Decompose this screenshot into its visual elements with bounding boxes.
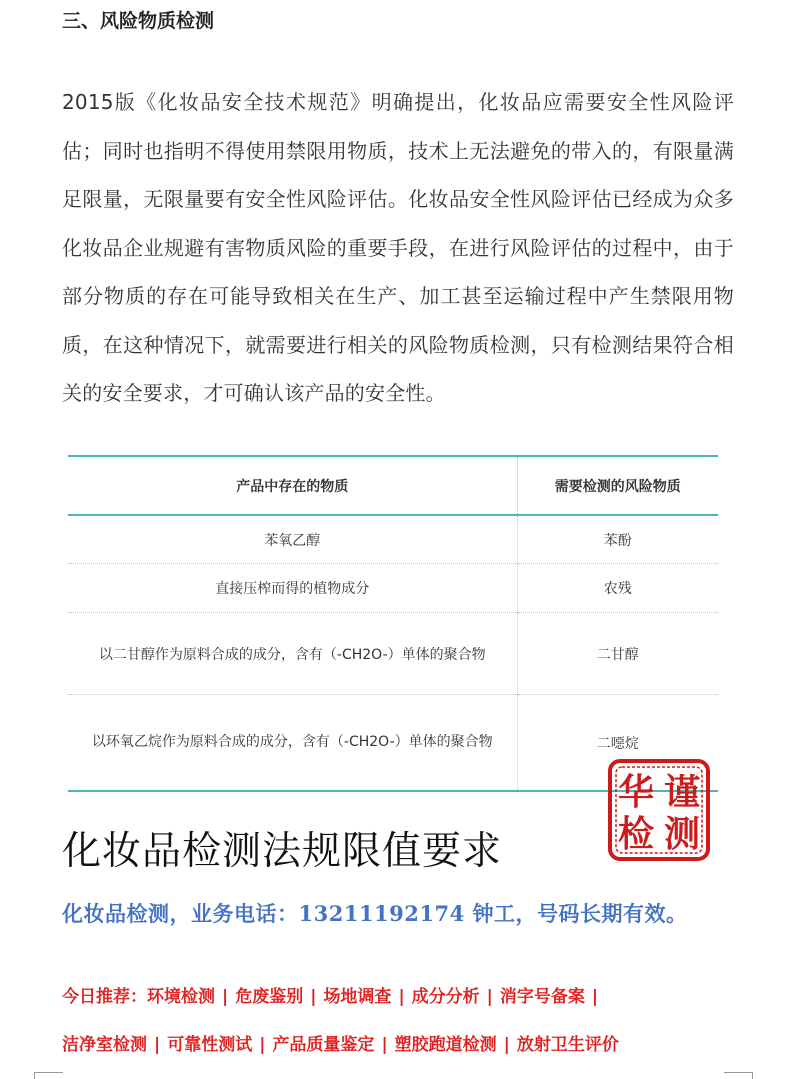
recommend-prefix: 今日推荐： — [62, 987, 147, 1007]
svg-text:华: 华 — [617, 771, 655, 813]
cell-substance: 以环氧乙烷作为原料合成的成分，含有（-CH2O-）单体的聚合物 — [68, 695, 517, 792]
link-radiation-hygiene[interactable]: 放射卫生评价 — [516, 1035, 619, 1055]
cell-risk: 二噁烷 — [517, 695, 718, 792]
link-hazardous-waste[interactable]: 危废鉴别 — [235, 987, 304, 1007]
link-plastic-track[interactable]: 塑胶跑道检测 — [394, 1035, 497, 1055]
table-row — [68, 564, 718, 613]
link-quality-appraisal[interactable]: 产品质量鉴定 — [272, 1035, 375, 1055]
table-row — [68, 613, 718, 695]
recommend-links — [62, 973, 762, 1069]
svg-text:检: 检 — [617, 813, 655, 855]
page-corner-mark-right — [724, 1072, 753, 1079]
company-seal-stamp — [607, 758, 711, 862]
cell-substance: 以二甘醇作为原料合成的成分，含有（-CH2O-）单体的聚合物 — [68, 613, 517, 695]
header-substance: 产品中存在的物质 — [68, 456, 517, 515]
svg-text:谨: 谨 — [663, 771, 701, 813]
svg-text:测: 测 — [663, 813, 701, 855]
link-environment[interactable]: 环境检测 — [147, 987, 215, 1007]
link-cleanroom[interactable]: 洁净室检测 — [62, 1035, 147, 1055]
cell-risk: 二甘醇 — [517, 613, 718, 695]
contact-phone-line: 化妆品检测，业务电话：13211192174 钟工，号码长期有效。 — [62, 901, 688, 926]
risk-substance-table — [68, 455, 718, 792]
link-reliability[interactable]: 可靠性测试 — [167, 1035, 253, 1055]
regulation-title: 化妆品检测法规限值要求 — [62, 829, 503, 874]
table-row — [68, 515, 718, 564]
link-site-survey[interactable]: 场地调查 — [323, 987, 392, 1007]
cell-risk: 农残 — [517, 564, 718, 613]
header-risk: 需要检测的风险物质 — [517, 456, 718, 515]
page-corner-mark-left — [34, 1072, 63, 1079]
table-header-row — [68, 456, 718, 515]
cell-risk: 苯酚 — [517, 515, 718, 564]
cell-substance: 苯氧乙醇 — [68, 515, 517, 564]
link-composition[interactable]: 成分分析 — [411, 987, 480, 1007]
section-heading: 三、风险物质检测 — [62, 10, 215, 32]
intro-paragraph: 2015版《化妆品安全技术规范》明确提出，化妆品应需要安全性风险评估；同时也指明不得使用禁限用物质，技术上无法避免的带入的，有限量满足限量，无限量要有安全性风险评估。化妆品安全性风险评估已经成为众多化妆品企业规避有害物质风险的重要手段，在进行风险评估的过程中，由于部分物质的存在可能导致相关在生产、加工甚至运输过程中产生禁限用物质，在这种情况下，就需要进行相关的风险物质检测，只有检测结果符合相关的安全要求，才可确认该产品的安全性。 — [62, 90, 734, 405]
cell-substance: 直接压榨而得的植物成分 — [68, 564, 517, 613]
recommend-line-1: 今日推荐：环境检测 | 危废鉴别 | 场地调查 | 成分分析 | 消字号备案 | — [62, 987, 599, 1007]
link-disinfectant-filing[interactable]: 消字号备案 — [499, 987, 585, 1007]
recommend-line-2: 洁净室检测 | 可靠性测试 | 产品质量鉴定 | 塑胶跑道检测 | 放射卫生评价 — [62, 1035, 619, 1055]
